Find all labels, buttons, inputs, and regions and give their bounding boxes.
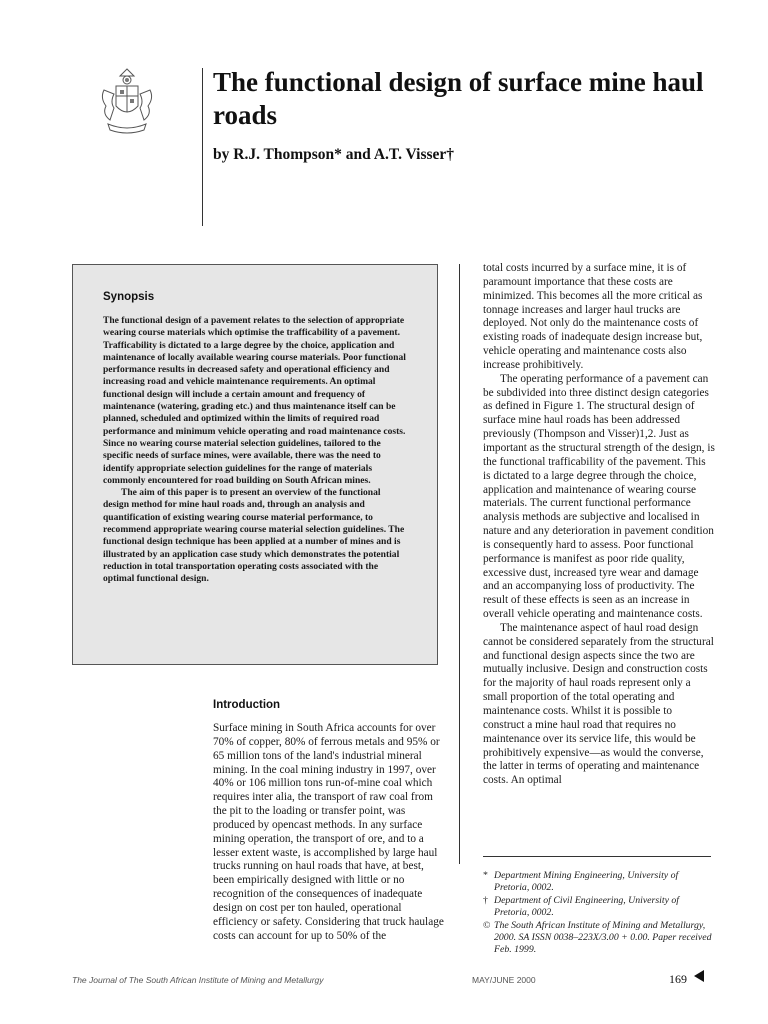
synopsis-heading: Synopsis (103, 291, 155, 303)
footnote (483, 870, 715, 894)
footnote (483, 920, 715, 956)
footnote (483, 895, 715, 919)
footnote-rule (483, 856, 711, 857)
footnote-text: Department Mining Engineering, University of Pretoria, 0002. (494, 870, 679, 893)
article-authors: by R.J. Thompson* and A.T. Visser† (213, 146, 455, 163)
synopsis-paragraph: The aim of this paper is to present an overview of the functional design method for mine haul roads and, through an analysis and quantification of existing wearing course material performance, to recommend appropriate wearing course material selection guidelines. The functional design technique has been applied at a number of mines and is illustrated by an application case study which demonstrates the potential reduction in total transportation operating costs associated with the optimal functional design. (103, 487, 405, 585)
title-vertical-rule (202, 68, 203, 226)
introduction-text: Surface mining in South Africa accounts for over 70% of copper, 80% of ferrous metals and 95% or 65 million tons of the land's industrial mineral mining. In the coal mining industry in 1997, over 40% or 106 million tons run-of-mine coal which requires inter alia, the transport of raw coal from the pit to the loading or transfer point, was produced by opencast methods. In any surface mining operation, the transport of ore, and to a lesser extent waste, is accomplished by large haul trucks running on haul roads that have, at best, been empirically designed with little or no recognition of the consequences of inadequate design on cost per ton hauled, operational efficiency or safety. Considering that truck haulage costs can account for up to 50% of the (213, 722, 444, 942)
article-title: The functional design of surface mine haul roads (213, 67, 704, 130)
body-paragraph: total costs incurred by a surface mine, it is of paramount importance that these costs are minimized. This becomes all the more critical as tonnage increases and larger haul trucks are deployed. Not only do the maintenance costs of existing roads of inadequate design increase but, vehicle operating and maintenance costs also increase prohibitively. (483, 262, 703, 371)
body-paragraph: The maintenance aspect of haul road design cannot be considered separately from the structural and functional design aspects since the two are mutually inclusive. Design and construction costs for the majority of haul roads represent only a small proportion of the total operating and maintenance costs. Whilst it is possible to construct a mine haul road that requires no maintenance over its service life, this would be prohibitively expensive—as would the converse, the latter in terms of operating and maintenance costs. An optimal (483, 621, 714, 787)
footnote-text: The South African Institute of Mining and Metallurgy, 2000. SA ISSN 0038–223X/3.00 + 0.00. Paper received Feb. 1999. (494, 920, 712, 955)
synopsis-paragraph: The functional design of a pavement relates to the selection of appropriate wearing course materials which optimise the trafficability of a pavement. Trafficability is dictated to a large degree by the choice, application and maintenance of locally available wearing course materials. Poor functional performance results in decreased safety and operational efficiency and increasing road and vehicle maintenance requirements. An optimal functional design will include a certain amount and frequency of maintenance (watering, grading etc.) and thus maintenance itself can be planned, scheduled and optimized within the limits of required road performance and minimum vehicle operating and road maintenance costs. Since no wearing course material selection guidelines, tailored to the specific needs of surface mines, were available, there was the need to identify appropriate selection guidelines for the range of materials commonly encountered for road building on South African mines. (103, 315, 406, 486)
page-number: 169 (669, 972, 687, 986)
coat-of-arms-icon (96, 66, 158, 140)
footnote-symbol: © (483, 920, 491, 931)
footnote-text: Department of Civil Engineering, University of Pretoria, 0002. (494, 895, 680, 918)
synopsis-box (72, 264, 438, 665)
footer-journal-name: The Journal of The South African Institute of Mining and Metallurgy (72, 975, 324, 985)
column-vertical-rule (459, 264, 460, 864)
footer-issue-date: MAY/JUNE 2000 (472, 975, 536, 985)
introduction-heading: Introduction (213, 699, 281, 711)
footnotes (483, 870, 715, 957)
body-paragraph: The operating performance of a pavement can be subdivided into three distinct design categories as defined in Figure 1. The structural design of surface mine haul roads has been addressed previously (Thompson and Visser)1,2. Just as important as the structural strength of the design, is the functional trafficability of the pavement. This is dictated to a large degree through the choice, application and maintenance of wearing course materials. The current functional performance analysis methods are subjective and localised in nature and any deterioration in pavement condition is consequently hard to assess. Poor functional performance is manifest as poor ride quality, excessive dust, increased tyre wear and damage and an accompanying loss of productivity. The result of these effects is seen as an increase in overall vehicle operating and maintenance costs. (483, 372, 715, 621)
right-column (483, 262, 715, 788)
page-arrow-icon (694, 970, 704, 982)
footnote-symbol: * (483, 870, 488, 881)
footnote-symbol: † (483, 895, 488, 906)
